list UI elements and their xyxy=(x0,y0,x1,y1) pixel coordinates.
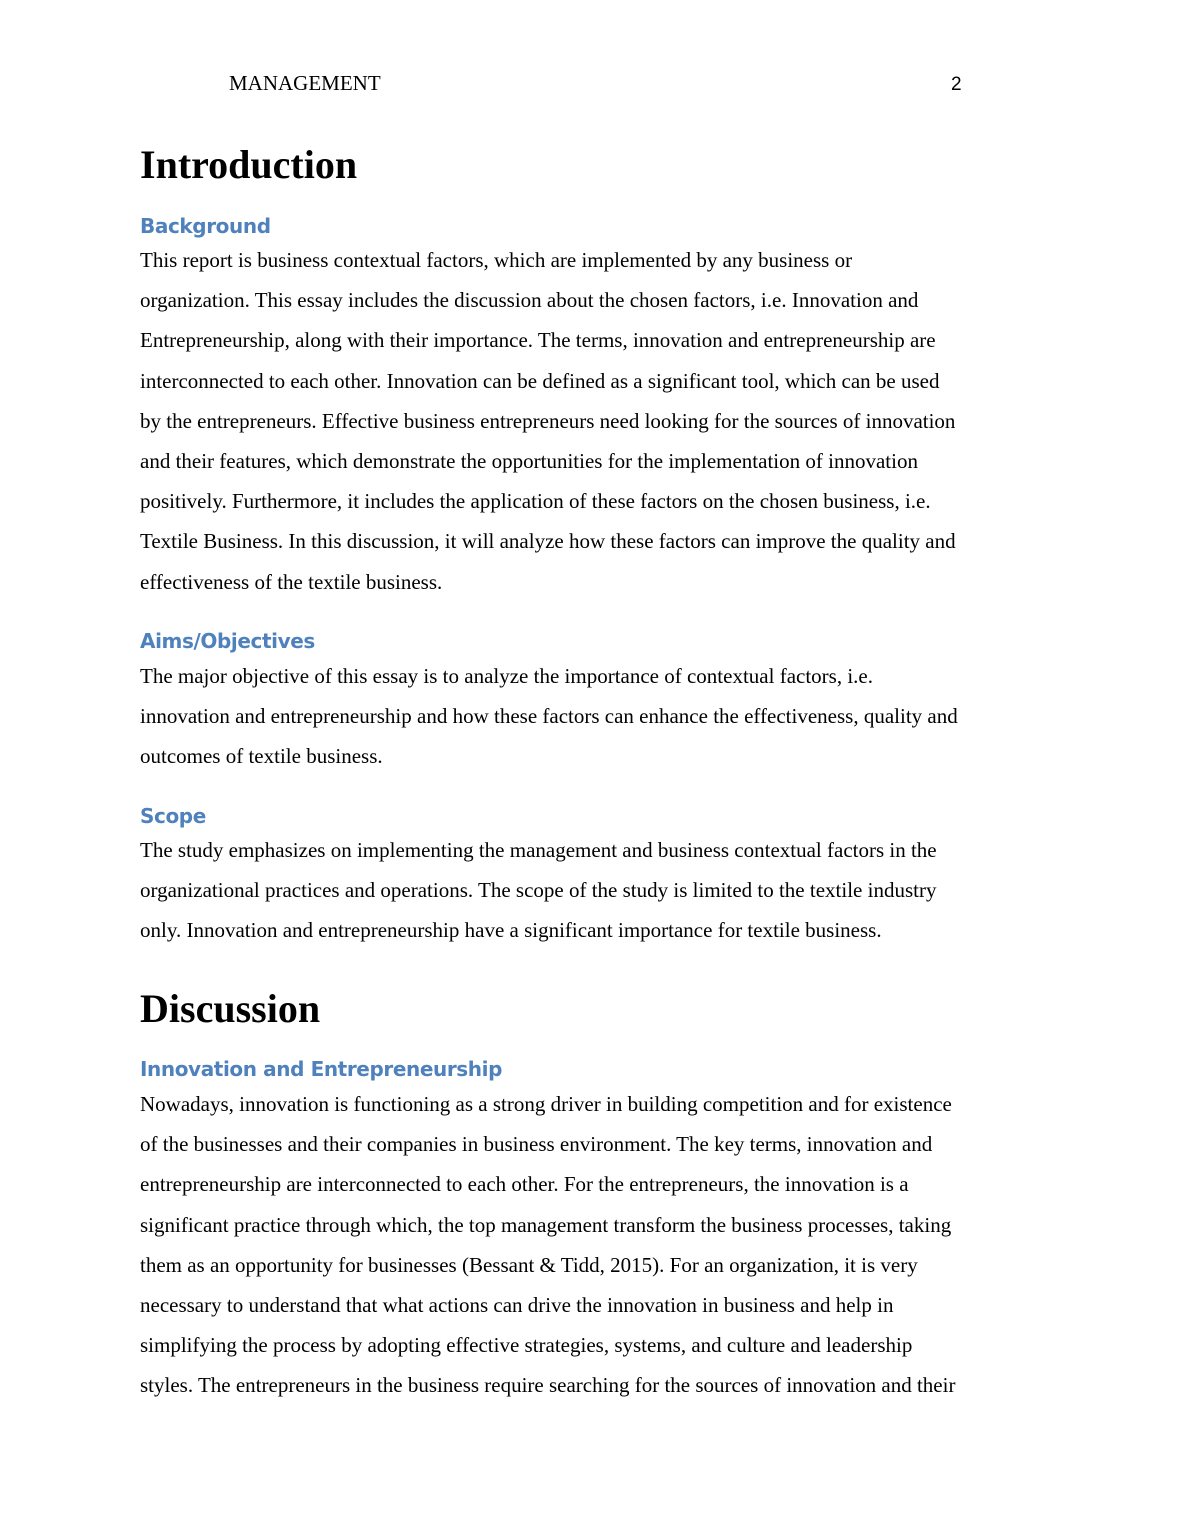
text-line: innovation and entrepreneurship and how these factors can enhance the effectiveness, quality and xyxy=(140,704,958,729)
text-line: of the businesses and their companies in business environment. The key terms, innovation and xyxy=(140,1132,933,1157)
subheading-aims-objectives: Aims/Objectives xyxy=(140,629,315,653)
text-line: The study emphasizes on implementing the management and business contextual factors in the xyxy=(140,838,937,862)
text-line: entrepreneurship are interconnected to each other. For the entrepreneurs, the innovation is a xyxy=(140,1172,909,1197)
text-line: Entrepreneurship, along with their importance. The terms, innovation and entrepreneurship are xyxy=(140,328,936,353)
text-line: only. Innovation and entrepreneurship have a significant importance for textile business. xyxy=(140,918,882,943)
paragraph-background xyxy=(140,240,956,602)
subheading-background: Background xyxy=(140,214,271,238)
text-line: positively. Furthermore, it includes the application of these factors on the chosen business, i.e. xyxy=(140,489,931,514)
text-line: This report is business contextual factors, which are implemented by any business or xyxy=(140,248,853,272)
text-line: them as an opportunity for businesses (Bessant & Tidd, 2015). For an organization, it is very xyxy=(140,1252,918,1277)
text-line: effectiveness of the textile business. xyxy=(140,569,443,594)
text-line: by the entrepreneurs. Effective business entrepreneurs need looking for the sources of innovation xyxy=(140,408,956,433)
heading-discussion: Discussion xyxy=(140,986,321,1031)
text-line: Nowadays, innovation is functioning as a strong driver in building competition and for existence xyxy=(140,1092,952,1116)
text-line: organizational practices and operations. The scope of the study is limited to the textile industry xyxy=(140,878,937,903)
text-line: The major objective of this essay is to analyze the importance of contextual factors, i.e. xyxy=(140,664,873,688)
paragraph-aims-objectives xyxy=(140,656,958,777)
paragraph-innovation-entrepreneurship xyxy=(140,1084,955,1406)
text-line: simplifying the process by adopting effective strategies, systems, and culture and leadership xyxy=(140,1333,913,1358)
text-line: organization. This essay includes the discussion about the chosen factors, i.e. Innovation and xyxy=(140,288,919,313)
subheading-innovation-entrepreneurship: Innovation and Entrepreneurship xyxy=(140,1057,503,1081)
text-line: and their features, which demonstrate the opportunities for the implementation of innovation xyxy=(140,449,918,474)
heading-introduction: Introduction xyxy=(140,142,358,187)
text-line: significant practice through which, the top management transform the business processes, taking xyxy=(140,1212,952,1237)
page-number: 2 xyxy=(951,74,962,95)
text-line: outcomes of textile business. xyxy=(140,744,383,769)
running-header-title: MANAGEMENT xyxy=(229,71,381,95)
text-line: Textile Business. In this discussion, it will analyze how these factors can improve the quality and xyxy=(140,529,956,554)
subheading-scope: Scope xyxy=(140,804,206,828)
text-line: interconnected to each other. Innovation can be defined as a significant tool, which can be used xyxy=(140,368,940,393)
text-line: styles. The entrepreneurs in the business require searching for the sources of innovation and their xyxy=(140,1373,956,1398)
paragraph-scope xyxy=(140,830,937,951)
text-line: necessary to understand that what actions can drive the innovation in business and help in xyxy=(140,1293,894,1318)
